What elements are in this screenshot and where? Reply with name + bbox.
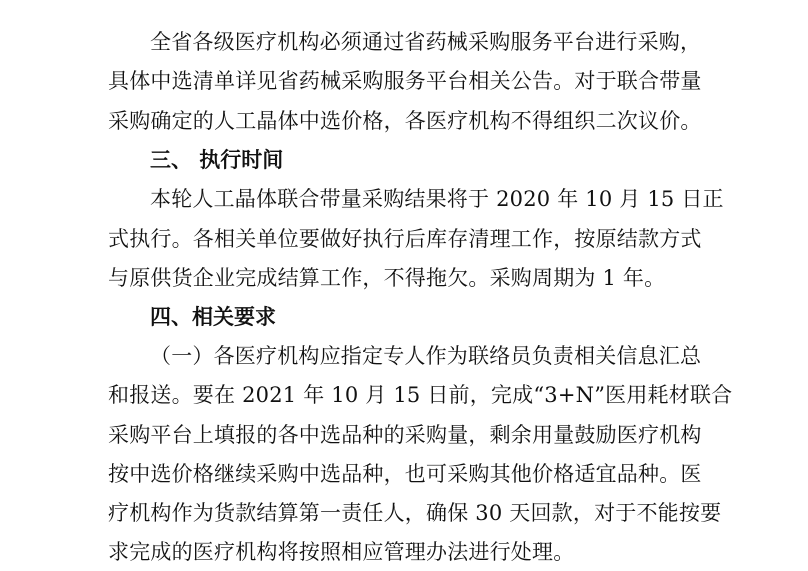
- section-4-heading: 四、相关要求: [150, 305, 276, 329]
- paragraph-3-line-1: （一）各医疗机构应指定专人作为联络员负责相关信息汇总: [150, 344, 702, 368]
- paragraph-3-line-2: 和报送。要在 2021 年 10 月 15 日前，完成“3+N”医用耗材联合: [108, 383, 733, 407]
- paragraph-3-line-3: 采购平台上填报的各中选品种的采购量，剩余用量鼓励医疗机构: [108, 423, 702, 447]
- paragraph-2-line-3: 与原供货企业完成结算工作，不得拖欠。采购周期为 1 年。: [108, 266, 666, 290]
- paragraph-1-line-3: 采购确定的人工晶体中选价格，各医疗机构不得组织二次议价。: [108, 109, 702, 133]
- paragraph-1-line-2: 具体中选清单详见省药械采购服务平台相关公告。对于联合带量: [108, 69, 702, 93]
- paragraph-2-line-1: 本轮人工晶体联合带量采购结果将于 2020 年 10 月 15 日正: [150, 187, 724, 211]
- paragraph-3-line-4: 按中选价格继续采购中选品种，也可采购其他价格适宜品种。医: [108, 462, 702, 486]
- paragraph-2-line-2: 式执行。各相关单位要做好执行后库存清理工作，按原结款方式: [108, 227, 702, 251]
- paragraph-3-line-6: 求完成的医疗机构将按照相应管理办法进行处理。: [108, 540, 575, 564]
- paragraph-1-line-1: 全省各级医疗机构必须通过省药械采购服务平台进行采购，: [150, 30, 702, 54]
- section-3-heading: 三、 执行时间: [150, 148, 284, 172]
- paragraph-3-line-5: 疗机构作为货款结算第一责任人，确保 30 天回款，对于不能按要: [108, 501, 722, 525]
